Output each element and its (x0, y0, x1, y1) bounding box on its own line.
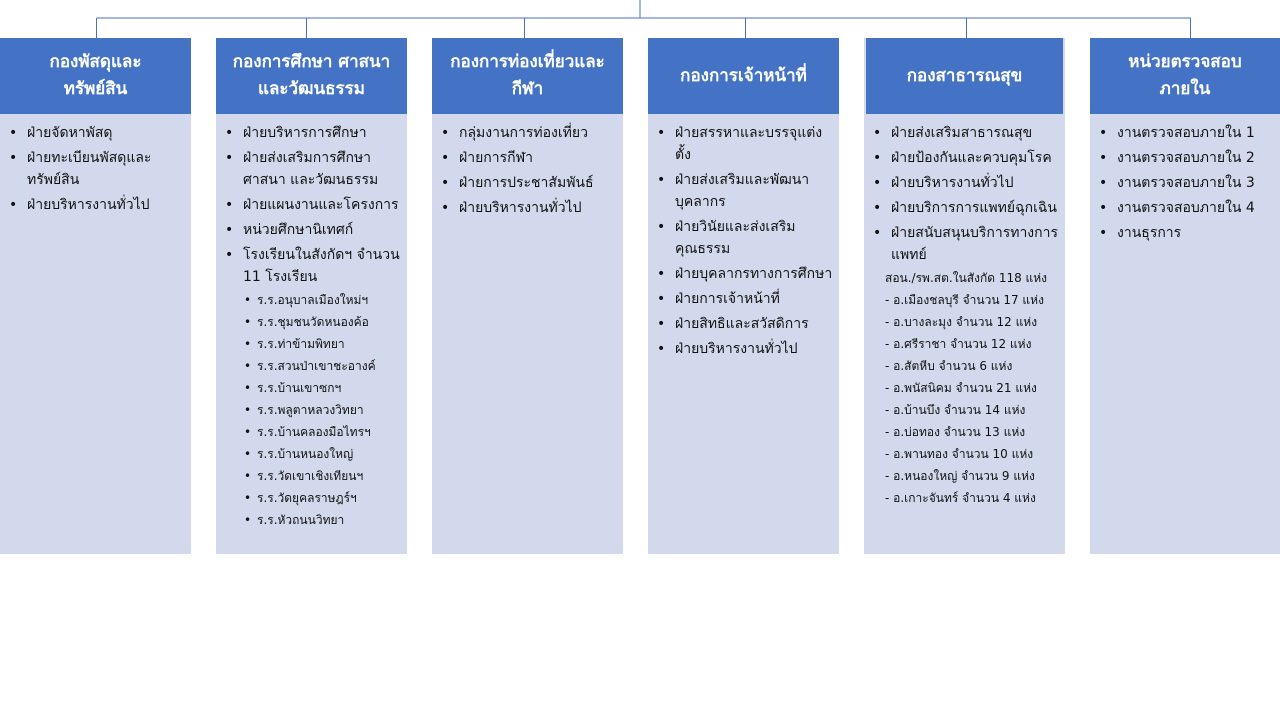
district-count: - อ.พานทอง จำนวน 10 แห่ง (885, 447, 1034, 461)
division-public-health (864, 38, 1065, 554)
school-item: • ร.ร.หัวถนนวิทยา (224, 511, 401, 530)
section-list (1098, 122, 1274, 244)
list-item: • ฝ่ายบริหารงานทั่วไป (656, 338, 833, 360)
list-item: • ฝ่ายสนับสนุนบริการทางการแพทย์ (872, 222, 1059, 266)
list-item: • งานตรวจสอบภายใน 4 (1098, 197, 1274, 219)
list-item: • ฝ่ายส่งเสริมสาธารณสุข (872, 122, 1059, 144)
list-item: • ฝ่ายจัดหาพัสดุ (8, 122, 185, 144)
division-header (866, 38, 1063, 114)
list-item: • งานตรวจสอบภายใน 3 (1098, 172, 1274, 194)
division-body (216, 114, 407, 530)
division-title-line: ทรัพย์สิน (63, 79, 128, 99)
list-item: • งานธุรการ (1098, 222, 1274, 244)
division-title-line: ภายใน (1159, 79, 1211, 99)
section-list (872, 122, 1059, 266)
division-personnel (648, 38, 839, 554)
list-item: • งานตรวจสอบภายใน 1 (1098, 122, 1274, 144)
division-body (432, 114, 623, 219)
division-body (1090, 114, 1280, 244)
list-item: • ฝ่ายบุคลากรทางการศึกษา (656, 263, 833, 285)
district-count: - อ.สัตหีบ จำนวน 6 แห่ง (885, 359, 1013, 373)
list-item: • ฝ่ายทะเบียนพัสดุและทรัพย์สิน (8, 147, 185, 191)
list-item: • ฝ่ายส่งเสริมการศึกษา ศาสนา และวัฒนธรรม (224, 147, 401, 191)
section-list (8, 122, 185, 216)
school-item: • ร.ร.บ้านเขาซกฯ (224, 379, 401, 398)
district-count: - อ.ศรีราชา จำนวน 12 แห่ง (885, 337, 1032, 351)
school-item: • ร.ร.สวนป่าเขาชะอางค์ (224, 357, 401, 376)
list-item: • ฝ่ายวินัยและส่งเสริมคุณธรรม (656, 216, 833, 260)
division-title-line: กองพัสดุและ (49, 52, 142, 72)
division-body (0, 114, 191, 216)
district-count: - อ.เมืองชลบุรี จำนวน 17 แห่ง (885, 293, 1044, 307)
section-list (440, 122, 617, 219)
list-item: • กลุ่มงานการท่องเที่ยว (440, 122, 617, 144)
section-list (224, 122, 401, 288)
division-title-line: กองการท่องเที่ยวและ (450, 52, 605, 72)
list-item: • ฝ่ายส่งเสริมและพัฒนาบุคลากร (656, 169, 833, 213)
division-body (648, 114, 839, 360)
school-item: • ร.ร.พลูตาหลวงวิทยา (224, 401, 401, 420)
list-item: • ฝ่ายสรรหาและบรรจุแต่งตั้ง (656, 122, 833, 166)
district-count: - อ.บ่อทอง จำนวน 13 แห่ง (885, 425, 1026, 439)
division-internal-audit (1090, 38, 1280, 554)
list-item: • ฝ่ายการกีฬา (440, 147, 617, 169)
district-count: - อ.พนัสนิคม จำนวน 21 แห่ง (885, 381, 1037, 395)
health-center-count: สอน./รพ.สต.ในสังกัด 118 แห่ง (885, 271, 1048, 285)
district-count: - อ.บางละมุง จำนวน 12 แห่ง (885, 315, 1038, 329)
school-item: • ร.ร.ท่าข้ามพิทยา (224, 335, 401, 354)
division-header (648, 38, 839, 114)
school-item: • ร.ร.อนุบาลเมืองใหม่ฯ (224, 291, 401, 310)
division-title-line: กองการศึกษา ศาสนา (232, 52, 391, 72)
org-connector-lines (0, 0, 1280, 40)
division-header (1090, 38, 1280, 114)
school-item: • ร.ร.วัดเขาเชิงเทียนฯ (224, 467, 401, 486)
division-header (216, 38, 407, 114)
school-item: • ร.ร.วัดยุคลราษฎร์ฯ (224, 489, 401, 508)
division-body (864, 114, 1065, 508)
district-count: - อ.เกาะจันทร์ จำนวน 4 แห่ง (885, 491, 1036, 505)
list-item: • ฝ่ายบริหารงานทั่วไป (8, 194, 185, 216)
division-supplies-assets (0, 38, 191, 554)
district-count: - อ.บ้านบึง จำนวน 14 แห่ง (885, 403, 1026, 417)
list-item: • ฝ่ายการประชาสัมพันธ์ (440, 172, 617, 194)
division-tourism-sports (432, 38, 623, 554)
list-item: • ฝ่ายบริการการแพทย์ฉุกเฉิน (872, 197, 1059, 219)
district-count: - อ.หนองใหญ่ จำนวน 9 แห่ง (885, 469, 1035, 483)
list-item: • ฝ่ายการเจ้าหน้าที่ (656, 288, 833, 310)
list-item: • โรงเรียนในสังกัดฯ จำนวน 11 โรงเรียน (224, 244, 401, 288)
list-item: • ฝ่ายบริหารการศึกษา (224, 122, 401, 144)
list-item: • หน่วยศึกษานิเทศก์ (224, 219, 401, 241)
division-title-line: และวัฒนธรรม (258, 79, 365, 99)
division-header (432, 38, 623, 114)
division-title-line: หน่วยตรวจสอบ (1128, 52, 1242, 72)
school-list (224, 291, 401, 530)
list-item: • ฝ่ายบริหารงานทั่วไป (872, 172, 1059, 194)
section-list (656, 122, 833, 360)
division-education-religion-culture (216, 38, 407, 554)
division-header (0, 38, 191, 114)
school-item: • ร.ร.บ้านคลองมือไทรฯ (224, 423, 401, 442)
list-item: • ฝ่ายแผนงานและโครงการ (224, 194, 401, 216)
division-title-line: กองการเจ้าหน้าที่ (680, 65, 807, 86)
school-item: • ร.ร.บ้านหนองใหญ่ (224, 445, 401, 464)
list-item: • ฝ่ายบริหารงานทั่วไป (440, 197, 617, 219)
school-item: • ร.ร.ชุมชนวัดหนองค้อ (224, 313, 401, 332)
division-title-line: กีฬา (511, 79, 544, 99)
division-title-line: กองสาธารณสุข (906, 65, 1023, 86)
list-item: • ฝ่ายสิทธิและสวัสดิการ (656, 313, 833, 335)
list-item: • ฝ่ายป้องกันและควบคุมโรค (872, 147, 1059, 169)
list-item: • งานตรวจสอบภายใน 2 (1098, 147, 1274, 169)
